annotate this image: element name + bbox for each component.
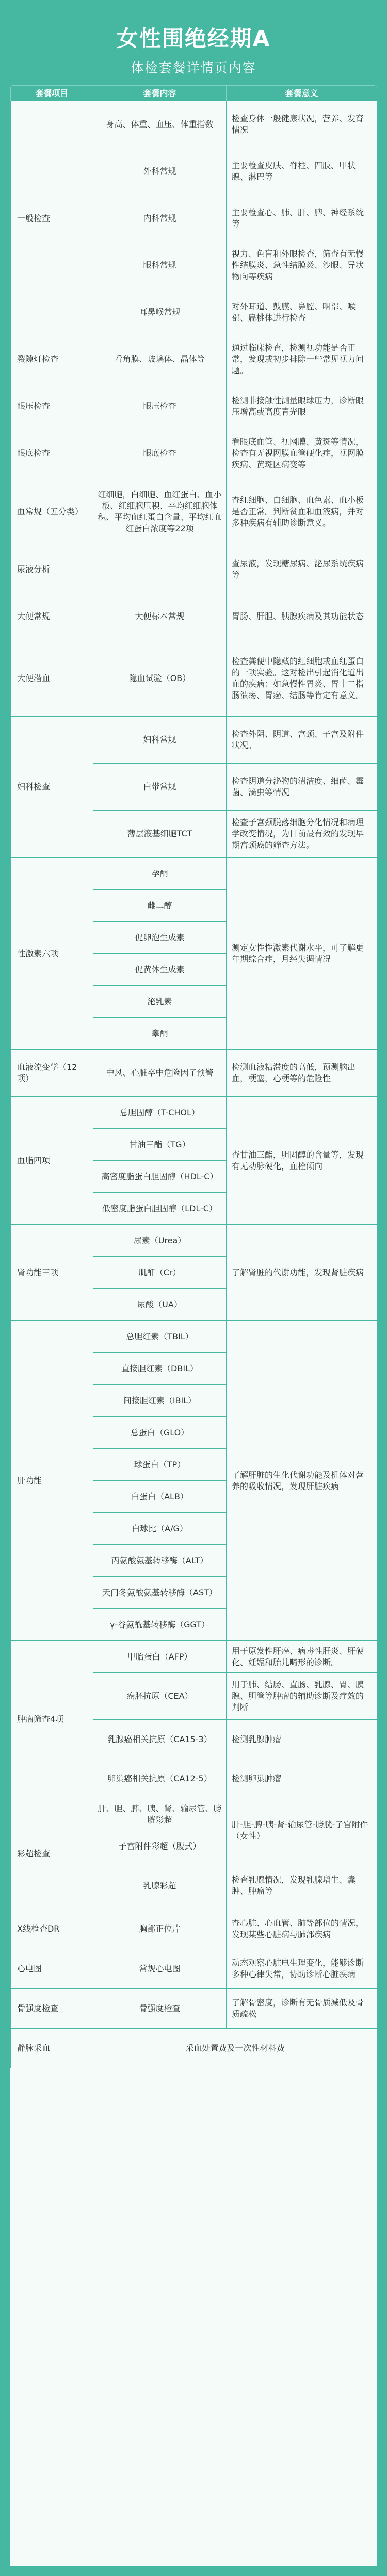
package-content-cell: 低密度脂蛋白胆固醇（LDL-C） (93, 1193, 227, 1225)
package-meaning-cell: 主要检查心、肺、肝、脾、神经系统等 (227, 195, 377, 242)
package-item-cell: 性激素六项 (11, 858, 93, 1050)
package-content-cell: 总胆红素（TBIL） (93, 1321, 227, 1353)
package-content-cell: 胸部正位片 (93, 1909, 227, 1949)
package-content-cell: 子宫附件彩超（腹式） (93, 1830, 227, 1862)
package-content-cell: 白球比（A/G） (93, 1513, 227, 1545)
package-content-cell: 球蛋白（TP） (93, 1449, 227, 1481)
package-content-cell: 身高、体重、血压、体重指数 (93, 101, 227, 148)
package-meaning-cell: 肝-胆-脾-胰-肾-输尿管-膀胱-子宫附件（女性） (227, 1798, 377, 1862)
table-row (11, 430, 377, 477)
table-row (11, 858, 377, 890)
column-header-content: 套餐内容 (93, 86, 227, 101)
package-content-cell: 看角膜、玻璃体、晶体等 (93, 336, 227, 383)
table-row (11, 383, 377, 430)
package-content-cell: 乳腺彩超 (93, 1862, 227, 1909)
table-row (11, 593, 377, 640)
package-item-cell: 血常规（五分类） (11, 477, 93, 546)
package-content-cell: γ-谷氨酰基转移酶（GGT） (93, 1609, 227, 1641)
package-content-cell: 尿素（Urea） (93, 1225, 227, 1257)
package-item-cell: 大便常规 (11, 593, 93, 640)
table-row (11, 1641, 377, 1673)
package-meaning-cell: 检测卵巢肿瘤 (227, 1759, 377, 1798)
package-content-cell: 直接胆红素（DBIL） (93, 1353, 227, 1385)
table-row (11, 477, 377, 546)
package-content-cell: 隐血试验（OB） (93, 640, 227, 717)
package-content-cell: 内科常规 (93, 195, 227, 242)
package-meaning-cell: 动态观察心脏电生理变化，能够诊断多种心律失常，协助诊断心脏疾病 (227, 1949, 377, 1989)
package-meaning-cell: 检测血液粘滞度的高低，预测脑出血，梗塞，心梗等的危险性 (227, 1050, 377, 1097)
table-row (11, 101, 377, 148)
package-item-cell: 大便潜血 (11, 640, 93, 717)
package-shared-cell: 采血处置费及一次性材料费 (93, 2029, 377, 2068)
package-meaning-cell: 检查阴道分泌物的清洁度、细菌、霉菌、滴虫等情况 (227, 764, 377, 811)
package-content-cell: 眼压检查 (93, 383, 227, 430)
package-item-cell: 裂隙灯检查 (11, 336, 93, 383)
package-content-cell: 大便标本常规 (93, 593, 227, 640)
package-content-cell: 促黄体生成素 (93, 954, 227, 986)
package-content-cell: 红细胞，白细胞、血红蛋白、血小板、红细胞压积、平均红细胞体积、平均血红蛋白含量、平均红血红蛋白浓度等22项 (93, 477, 227, 546)
package-meaning-cell: 检测乳腺肿瘤 (227, 1720, 377, 1759)
package-meaning-cell: 胃肠、肝胆、胰腺疾病及其功能状态 (227, 593, 377, 640)
table-row (11, 1050, 377, 1097)
package-item-cell: 眼压检查 (11, 383, 93, 430)
package-item-cell: 骨强度检查 (11, 1989, 93, 2029)
package-meaning-cell: 检查子宫颈脱落细胞分化情况和病理学改变情况，为目前最有效的发现早期宫颈癌的筛查方法。 (227, 811, 377, 858)
package-content-cell: 乳腺癌相关抗原（CA15-3） (93, 1720, 227, 1759)
package-meaning-cell: 视力、色盲和外眼检查，筛查有无慢性结膜炎、急性结膜炎、沙眼、异状物向等疾病 (227, 242, 377, 289)
package-meaning-cell: 检测非接触性测量眼球压力，诊断眼压增高或高度青光眼 (227, 383, 377, 430)
package-content-cell: 癌胚抗原（CEA） (93, 1673, 227, 1720)
package-meaning-cell: 对外耳道、鼓膜、鼻腔、咽部、喉部、扁桃体进行检查 (227, 289, 377, 336)
package-meaning-cell: 用于原发性肝癌、病毒性肝炎、肝硬化、妊娠和胎儿畸形的诊断。 (227, 1641, 377, 1673)
package-content-cell: 促卵泡生成素 (93, 922, 227, 954)
table-row (11, 1225, 377, 1257)
package-meaning-cell: 通过临床检查，检测视功能是否正常，发现或初步排除一些常见视力问题。 (227, 336, 377, 383)
package-content-cell: 中风、心脏卒中危险因子预警 (93, 1050, 227, 1097)
package-content-cell: 薄层液基细胞TCT (93, 811, 227, 858)
column-header-item: 套餐项目 (11, 86, 93, 101)
package-item-cell: 血脂四项 (11, 1097, 93, 1225)
package-content-cell: 总胆固醇（T-CHOL） (93, 1097, 227, 1129)
package-content-cell: 尿酸（UA） (93, 1289, 227, 1321)
package-meaning-cell: 测定女性性激素代谢水平，可了解更年期综合症，月经失调情况 (227, 858, 377, 1050)
table-row (11, 546, 377, 593)
package-content-cell: 白带常规 (93, 764, 227, 811)
package-content-cell: 骨强度检查 (93, 1989, 227, 2029)
package-item-cell: 肿瘤筛查4项 (11, 1641, 93, 1798)
package-meaning-cell: 检查外阴、阴道、宫颈、子宫及附件状况。 (227, 717, 377, 764)
package-item-cell: 肝功能 (11, 1321, 93, 1641)
package-table (10, 85, 377, 2068)
package-content-cell: 甘油三酯（TG） (93, 1129, 227, 1161)
table-row (11, 1321, 377, 1353)
package-item-cell: 尿液分析 (11, 546, 93, 593)
table-row (11, 1909, 377, 1949)
table-body (11, 101, 377, 2068)
package-content-cell: 孕酮 (93, 858, 227, 890)
package-content-cell: 常规心电图 (93, 1949, 227, 1989)
package-content-cell (93, 546, 227, 593)
package-content-cell: 耳鼻喉常规 (93, 289, 227, 336)
table-row (11, 336, 377, 383)
package-content-cell: 眼底检查 (93, 430, 227, 477)
page-header (0, 0, 387, 85)
package-content-cell: 眼科常规 (93, 242, 227, 289)
package-item-cell: 静脉采血 (11, 2029, 93, 2068)
package-meaning-cell: 看眼底血管、视网膜、黄斑等情况，检查有无视网膜血管硬化症，视网膜疾病、黄斑区病变等 (227, 430, 377, 477)
package-content-cell: 间接胆红素（IBIL） (93, 1385, 227, 1417)
package-item-cell: 肾功能三项 (11, 1225, 93, 1321)
table-row (11, 1949, 377, 1989)
package-meaning-cell: 主要检查皮肤、脊柱、四肢、甲状腺、淋巴等 (227, 148, 377, 195)
table-header-row (11, 86, 377, 101)
package-content-cell: 妇科常规 (93, 717, 227, 764)
package-item-cell: 一般检查 (11, 101, 93, 336)
table-row (11, 1097, 377, 1129)
package-content-cell: 高密度脂蛋白胆固醇（HDL-C） (93, 1161, 227, 1193)
package-content-cell: 丙氨酸氨基转移酶（ALT） (93, 1545, 227, 1577)
package-meaning-cell: 查心脏、心血管、肺等部位的情况，发现某些心脏病与肺部疾病 (227, 1909, 377, 1949)
page-subtitle: 体检套餐详情页内容 (131, 60, 256, 75)
table-row (11, 717, 377, 764)
package-meaning-cell: 了解肝脏的生化代谢功能及机体对营养的吸收情况，发现肝脏疾病 (227, 1321, 377, 1641)
page-title: 女性围绝经期A (116, 26, 271, 51)
table-row (11, 2029, 377, 2068)
package-content-cell: 白蛋白（ALB） (93, 1481, 227, 1513)
package-item-cell: 眼底检查 (11, 430, 93, 477)
package-item-cell: X线检查DR (11, 1909, 93, 1949)
package-meaning-cell: 了解骨密度，诊断有无骨质减低及骨质疏松 (227, 1989, 377, 2029)
package-meaning-cell: 查红细胞、白细胞、血色素、血小板是否正常。判断贫血和血液病，并对多种疾病有辅助诊断意义。 (227, 477, 377, 546)
package-meaning-cell: 检查乳腺情况，发现乳腺增生、囊肿、肿瘤等 (227, 1862, 377, 1909)
table-row (11, 640, 377, 717)
package-content-cell: 外科常规 (93, 148, 227, 195)
package-content-cell: 雌二醇 (93, 890, 227, 922)
package-meaning-cell: 了解肾脏的代谢功能，发现肾脏疾病 (227, 1225, 377, 1321)
table-row (11, 1798, 377, 1830)
package-content-cell: 肌酐（Cr） (93, 1257, 227, 1289)
package-meaning-cell: 检查粪便中隐藏的红细胞或血红蛋白的一项实验。这对检出引起消化道出血的疾病：如急慢性胃炎、胃十二指肠溃疡、胃癌、结肠等肯定有意义。 (227, 640, 377, 717)
table-row (11, 1989, 377, 2029)
package-meaning-cell: 查甘油三酯，胆固醇的含量等，发现有无动脉硬化，血栓倾向 (227, 1097, 377, 1225)
package-item-cell: 彩超检查 (11, 1798, 93, 1909)
package-meaning-cell: 检查身体一般健康状况，营养、发育情况 (227, 101, 377, 148)
package-content-cell: 睾酮 (93, 1018, 227, 1050)
package-panel (10, 85, 377, 2566)
package-item-cell: 妇科检查 (11, 717, 93, 858)
package-content-cell: 甲胎蛋白（AFP） (93, 1641, 227, 1673)
package-content-cell: 肝、胆、脾、胰、肾、输尿管、膀胱彩超 (93, 1798, 227, 1830)
package-item-cell: 心电图 (11, 1949, 93, 1989)
column-header-meaning: 套餐意义 (227, 86, 377, 101)
package-content-cell: 总蛋白（GLO） (93, 1417, 227, 1449)
package-content-cell: 天门冬氨酸氨基转移酶（AST） (93, 1577, 227, 1609)
package-item-cell: 血液流变学（12项） (11, 1050, 93, 1097)
package-content-cell: 泌乳素 (93, 986, 227, 1018)
package-content-cell: 卵巢癌相关抗原（CA12-5） (93, 1759, 227, 1798)
package-meaning-cell: 查尿液，发现糖尿病、泌尿系统疾病等 (227, 546, 377, 593)
package-meaning-cell: 用于肺、结肠、直肠、乳腺、胃、胰腺、胆管等肿瘤的辅助诊断及疗效的判断 (227, 1673, 377, 1720)
